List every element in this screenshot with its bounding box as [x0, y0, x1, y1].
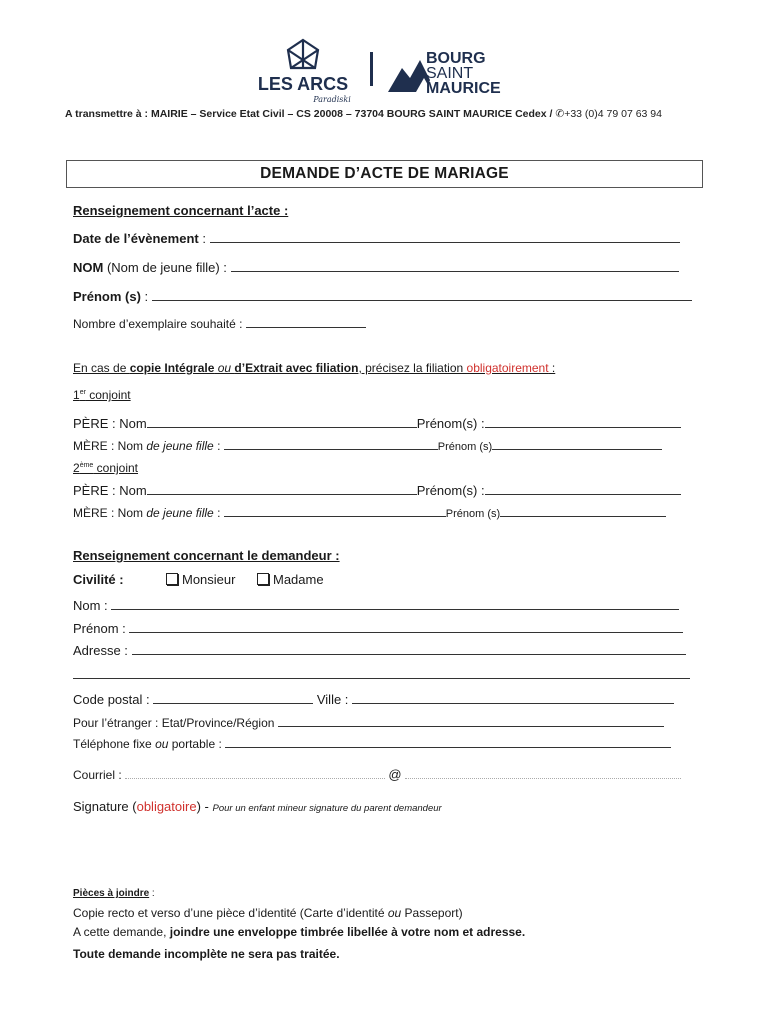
acte-heading: Renseignement concernant l’acte : [73, 203, 289, 218]
bsm-line1: BOURG [426, 50, 486, 67]
conjoint1-pere-row: PÈRE : Nom Prénom(s) : [73, 416, 681, 431]
date-label: Date de l’évènement [73, 231, 199, 246]
address-text: A transmettre à : MAIRIE – Service Etat Civil – CS 20008 – 73704 BOURG SAINT MAURICE Cedex / [65, 108, 556, 120]
nom-hint: (Nom de jeune fille) : [103, 260, 227, 275]
telephone-field[interactable] [225, 747, 671, 748]
signature-note: Pour un enfant mineur signature du parent demandeur [212, 803, 442, 814]
conjoint2-mere-prenom-field[interactable] [500, 516, 666, 517]
courriel-row: Courriel : @ [73, 767, 681, 782]
les-arcs-name: LES ARCS [257, 74, 349, 94]
madame-option[interactable]: Madame [257, 572, 324, 587]
adresse-field-line2[interactable] [73, 678, 690, 679]
prenom-label: Prénom (s) [73, 289, 141, 304]
telephone-row: Téléphone fixe ou portable : [73, 737, 671, 751]
conjoint2-mere-row: MÈRE : Nom de jeune fille : Prénom (s) [73, 506, 666, 520]
adresse-field[interactable] [132, 654, 686, 655]
date-row: Date de l’évènement : [73, 231, 680, 246]
conjoint2-pere-nom-field[interactable] [147, 494, 417, 495]
demandeur-heading: Renseignement concernant le demandeur : [73, 548, 340, 563]
etranger-field[interactable] [278, 726, 664, 727]
monsieur-option[interactable]: Monsieur [166, 572, 235, 587]
phone-icon: ✆ [555, 108, 565, 120]
signature-area[interactable] [73, 820, 693, 878]
prenom-field[interactable] [152, 300, 692, 301]
exemplaires-row [73, 317, 366, 331]
address-line [65, 108, 662, 120]
etranger-row: Pour l’étranger : Etat/Province/Région [73, 716, 664, 730]
les-arcs-logo [248, 36, 358, 106]
conjoint1-pere-prenom-field[interactable] [485, 427, 681, 428]
adresse-row: Adresse : [73, 643, 686, 658]
exemplaires-label: Nombre d’exemplaire souhaité : [73, 317, 243, 331]
date-field[interactable] [210, 242, 680, 243]
demandeur-nom-field[interactable] [111, 609, 679, 610]
ville-field[interactable] [352, 703, 674, 704]
bourg-saint-maurice-logo [386, 48, 516, 96]
courriel-domain-field[interactable] [405, 778, 681, 779]
conjoint1-mere-row: MÈRE : Nom de jeune fille : Prénom (s) [73, 439, 662, 453]
monsieur-checkbox[interactable] [166, 573, 178, 585]
civilite-row [73, 572, 124, 587]
prenom-row: Prénom (s) : [73, 289, 692, 304]
nom-row [73, 260, 679, 275]
demandeur-nom-row: Nom : [73, 598, 679, 613]
les-arcs-sub: Paradiski [313, 95, 351, 104]
filiation-intro: En cas de copie Intégrale ou d’Extrait avec filiation, précisez la filiation obligatoirement : [73, 361, 556, 375]
civilite-label: Civilité : [73, 572, 124, 587]
courriel-user-field[interactable] [125, 778, 385, 779]
logo-separator [370, 52, 373, 86]
pieces-heading: Pièces à joindre [73, 888, 150, 899]
pieces-line3: Toute demande incomplète ne sera pas traitée. [73, 947, 340, 961]
bsm-line3: MAURICE [426, 80, 501, 96]
nom-field[interactable] [231, 271, 679, 272]
pieces-line2: A cette demande, joindre une enveloppe timbrée libellée à votre nom et adresse. [73, 925, 526, 939]
pieces-line1: Copie recto et verso d’une pièce d’identité (Carte d’identité ou Passeport) [73, 906, 463, 920]
phone-number: +33 (0)4 79 07 63 94 [564, 108, 662, 120]
cp-ville-row: Code postal : Ville : [73, 692, 674, 707]
madame-checkbox[interactable] [257, 573, 269, 585]
conjoint2-heading: 2ème conjoint [73, 461, 139, 475]
code-postal-field[interactable] [153, 703, 313, 704]
signature-row: Signature (obligatoire) - Pour un enfant mineur signature du parent demandeur [73, 799, 442, 814]
conjoint1-mere-nom-field[interactable] [224, 449, 438, 450]
demandeur-prenom-row: Prénom : [73, 621, 683, 636]
exemplaires-field[interactable] [246, 327, 366, 328]
demandeur-prenom-field[interactable] [129, 632, 683, 633]
conjoint2-pere-row: PÈRE : Nom Prénom(s) : [73, 483, 681, 498]
conjoint2-mere-nom-field[interactable] [224, 516, 446, 517]
bsm-line2: SAINT [426, 65, 474, 82]
page-title: DEMANDE D’ACTE DE MARIAGE [66, 160, 703, 188]
conjoint2-pere-prenom-field[interactable] [485, 494, 681, 495]
conjoint1-heading: 1er conjoint [73, 388, 131, 402]
nom-label: NOM [73, 260, 104, 275]
pieces-heading-row: Pièces à joindre : [73, 888, 155, 899]
conjoint1-mere-prenom-field[interactable] [492, 449, 662, 450]
conjoint1-pere-nom-field[interactable] [147, 427, 417, 428]
